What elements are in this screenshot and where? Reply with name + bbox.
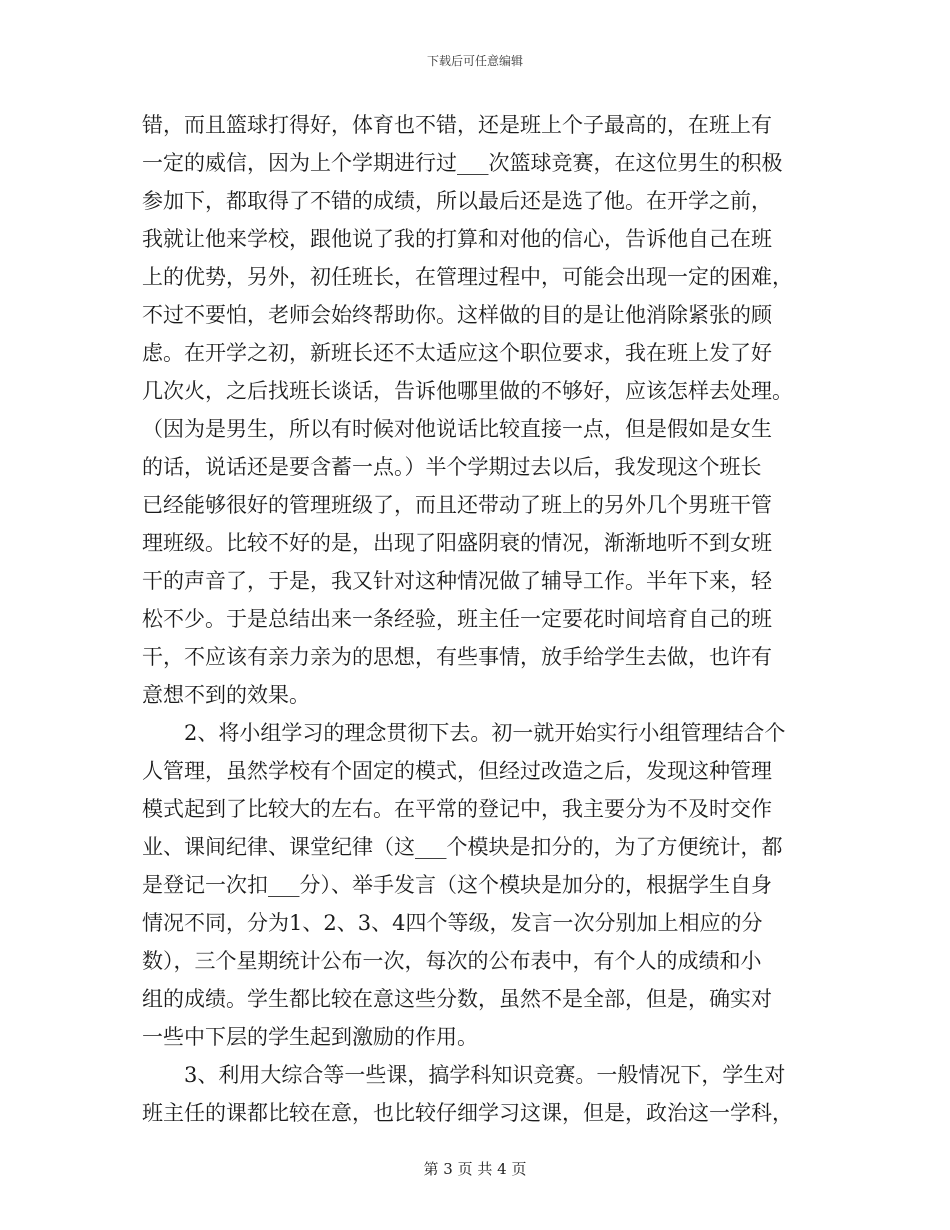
text-line: 上的优势，另外，初任班长，在管理过程中，可能会出现一定的困难， xyxy=(142,265,793,289)
text-line: 已经能够很好的管理班级了，而且还带动了班上的另外几个男班干管 xyxy=(142,493,772,517)
text-line: 理班级。比较不好的是，出现了阳盛阴衰的情况，渐渐地听不到女班 xyxy=(142,531,772,555)
text-line: 数），三个星期统计公布一次，每次的公布表中，有个人的成绩和小 xyxy=(142,949,762,973)
text-line: 几次火，之后找班长谈话，告诉他哪里做的不够好，应该怎样去处理。 xyxy=(142,379,793,403)
text-line: 虑。在开学之初，新班长还不太适应这个职位要求，我在班上发了好 xyxy=(142,341,772,365)
text-line: 组的成绩。学生都比较在意这些分数，虽然不是全部，但是，确实对 xyxy=(142,987,772,1011)
text-line: （因为是男生，所以有时候对他说话比较直接一点，但是假如是女生 xyxy=(142,417,772,441)
page-header: 下载后可任意编辑 xyxy=(426,54,523,68)
text-line: 我就让他来学校，跟他说了我的打算和对他的信心，告诉他自己在班 xyxy=(142,227,772,251)
text-line: 业、课间纪律、课堂纪律（这___个模块是扣分的，为了方便统计，都 xyxy=(142,835,783,859)
text-line: 松不少。于是总结出来一条经验，班主任一定要花时间培育自己的班 xyxy=(142,607,772,631)
text-line: 的话，说话还是要含蓄一点。）半个学期过去以后，我发现这个班长 xyxy=(142,455,762,479)
document-body xyxy=(142,106,810,1132)
page-number: 第 3 页 共 4 页 xyxy=(423,1160,527,1178)
text-line: 一定的威信，因为上个学期进行过___次篮球竞赛，在这位男生的积极 xyxy=(142,151,783,175)
text-line: 不过不要怕，老师会始终帮助你。这样做的目的是让他消除紧张的顾 xyxy=(142,303,772,327)
text-line: 人管理，虽然学校有个固定的模式，但经过改造之后，发现这种管理 xyxy=(142,759,772,783)
text-line: 班主任的课都比较在意，也比较仔细学习这课，但是，政治这一学科， xyxy=(142,1101,793,1125)
text-line: 是登记一次扣___分）、举手发言（这个模块是加分的，根据学生自身 xyxy=(142,873,772,897)
text-line: 意想不到的效果。 xyxy=(142,683,310,707)
text-line: 错，而且篮球打得好，体育也不错，还是班上个子最高的，在班上有 xyxy=(142,113,772,137)
text-line: 模式起到了比较大的左右。在平常的登记中，我主要分为不及时交作 xyxy=(142,797,772,821)
text-line: 情况不同，分为1、2、3、4四个等级，发言一次分别加上相应的分 xyxy=(142,911,763,935)
text-line: 参加下，都取得了不错的成绩，所以最后还是选了他。在开学之前， xyxy=(142,189,772,213)
text-line: 干的声音了，于是，我又针对这种情况做了辅导工作。半年下来，轻 xyxy=(142,569,772,593)
text-line: 干，不应该有亲力亲为的思想，有些事情，放手给学生去做，也许有 xyxy=(142,645,772,669)
text-line: 3、利用大综合等一些课，搞学科知识竞赛。一般情况下，学生对 xyxy=(142,1063,786,1087)
text-line: 2、将小组学习的理念贯彻下去。初一就开始实行小组管理结合个 xyxy=(142,721,786,745)
text-line: 一些中下层的学生起到激励的作用。 xyxy=(142,1025,478,1049)
